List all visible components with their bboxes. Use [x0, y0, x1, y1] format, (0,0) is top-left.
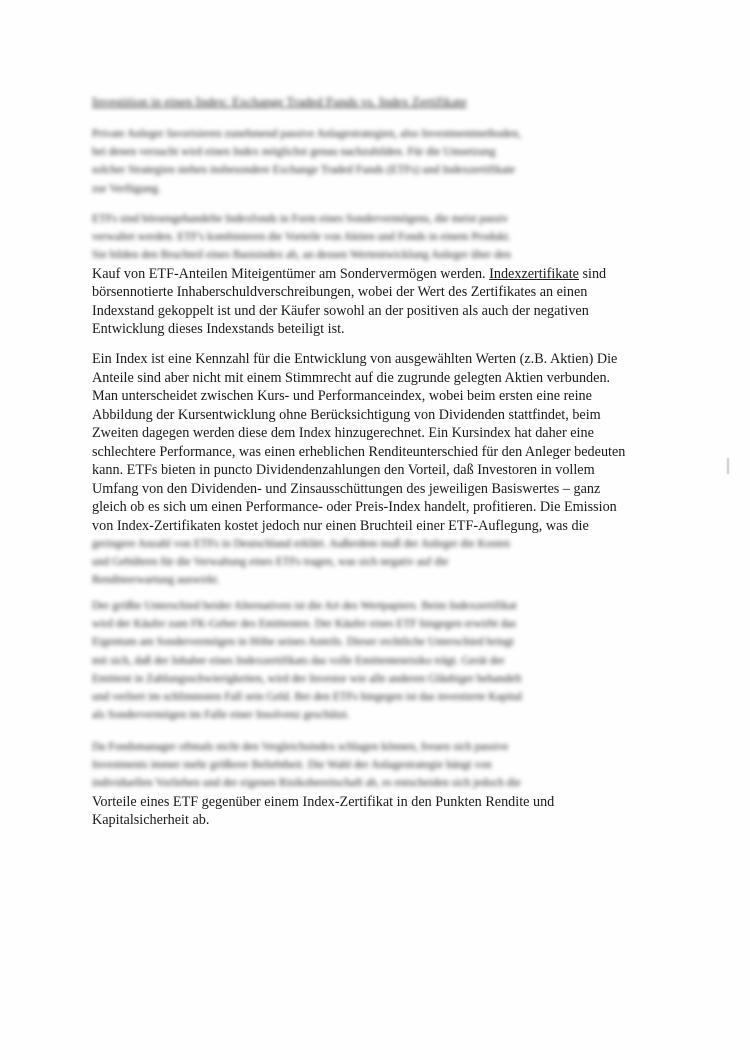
text-line: Man unterscheidet zwischen Kurs- und Performanceindex, wobei beim ersten eine reine [92, 388, 592, 404]
text-line: Sie bilden den Bruchteil eines Basisindex ab, an dessen Wertentwicklung Anleger über den [92, 249, 511, 262]
text-line: individuellen Vorlieben und der eigenen Risikobereitschaft ab, es entscheiden sich jedoch die [92, 777, 521, 790]
text-line: Zweiten dagegen werden diese dem Index hinzugerechnet. Ein Kursindex hat daher eine [92, 425, 594, 441]
text-line: Entwicklung dieses Indexstands beteiligt ist. [92, 321, 345, 338]
text-line: Indexstand gekoppelt ist und der Käufer sowohl an der positiven als auch der negativen [92, 302, 589, 319]
scan-artifact [727, 458, 729, 474]
text-line: ETFs sind börsengehandelte Indexfonds in Form eines Sondervermögens, die meist passiv [92, 213, 509, 225]
text-segment: sind [578, 265, 607, 282]
text-line: Private Anleger favorisieren zunehmend passive Anlagestrategien, also Investmentmethoden, [92, 128, 521, 140]
text-line: Abbildung der Kursentwicklung ohne Berücksichtigung von Dividenden stattfindet, beim [92, 406, 601, 423]
text-line: Anteile sind aber nicht mit einem Stimmrecht auf die zugrunde gelegten Aktien verbunden. [92, 369, 611, 386]
paragraph-etf-definition [92, 210, 664, 339]
text-line: schlechtere Performance, was einen erheblichen Renditeunterschied für den Anleger bedeuten [92, 443, 626, 460]
text-line: geringere Anzahl von ETFs in Deutschland erklärt. Außerdem muß der Anleger die Kosten [92, 538, 511, 550]
text-line: gleich ob es sich um einen Performance- oder Preis-Index handelt, profitieren. Die Emission [92, 499, 617, 515]
text-line: bei denen versucht wird einen Index möglichst genau nachzubilden. Für die Umsetzung [92, 146, 496, 159]
text-line: Kapitalsicherheit ab. [92, 812, 210, 829]
text-line: von Index-Zertifikaten kostet jedoch nur einen Bruchteil einer ETF-Auflegung, was die [92, 517, 589, 534]
text-line: verwaltet werden. ETF's kombinieren die Vorteile von Aktien und Fonds in einem Produkt. [92, 231, 511, 244]
text-line: Der größte Unterschied beider Alternativen ist die Art des Wertpapiers. Beim Indexzertifikat [92, 600, 517, 612]
text-line: wird der Käufer zum FK-Geber des Emittenten. Der Käufer eines ETF hingegen erwirbt das [92, 618, 517, 631]
text-line [92, 265, 664, 284]
text-line: Investments immer mehr größerer Beliebtheit. Die Wahl der Anlagestrategie hängt von [92, 759, 492, 772]
paragraph-conclusion [92, 738, 664, 830]
text-line: zur Verfügung. [92, 182, 161, 195]
text-line: Umfang von den Dividenden- und Zinsausschüttungen des jeweiligen Basiswertes – ganz [92, 480, 601, 497]
indexzertifikate-link[interactable]: Indexzertifikate [489, 265, 579, 282]
text-line: Vorteile eines ETF gegenüber einem Index-Zertifikat in den Punkten Rendite und [92, 793, 555, 810]
text-line: solcher Strategien stehen insbesondere Exchange Traded Funds (ETFs) und Indexzertifikate [92, 164, 516, 177]
text-segment: Kauf von ETF-Anteilen Miteigentümer am Sondervermögen werden. [92, 265, 490, 282]
text-line: und verliert im schlimmsten Fall sein Geld. Bei den ETFs hingegen ist das investierte Kapital [92, 691, 523, 704]
text-line: kann. ETFs bieten in puncto Dividendenzahlungen den Vorteil, daß Investoren in vollem [92, 462, 595, 478]
paragraph-differences [92, 597, 664, 724]
text-line: Eigentum am Sondervermögen in Höhe seines Anteils. Dieser rechtliche Unterschied bringt [92, 636, 514, 649]
text-line: börsennotierte Inhaberschuldverschreibungen, wobei der Wert des Zertifikates an einen [92, 284, 588, 301]
paragraph-index [92, 350, 664, 590]
text-line: Ein Index ist eine Kennzahl für die Entwicklung von ausgewählten Werten (z.B. Aktien) Die [92, 351, 618, 367]
text-line: Da Fondsmanager oftmals nicht den Vergleichsindex schlagen können, freuen sich passive [92, 741, 509, 753]
text-line: als Sondervermögen im Falle einer Insolvenz geschützt. [92, 709, 350, 722]
text-line: Emittent in Zahlungsschwierigkeiten, wird der Investor wie alle anderen Gläubiger behandelt [92, 672, 522, 685]
text-line: mit sich, daß der Inhaber eines Indexzertifikats das volle Emittentenrisiko trägt. Gerät der [92, 654, 505, 667]
text-line: und Gebühren für die Verwaltung eines ETFs tragen, was sich negativ auf die [92, 556, 449, 569]
document-title: Investition in einen Index: Exchange Traded Funds vs. Index Zertifikate [92, 94, 467, 109]
text-line: Renditeerwartung auswirkt. [92, 574, 220, 587]
paragraph-intro [92, 125, 664, 198]
